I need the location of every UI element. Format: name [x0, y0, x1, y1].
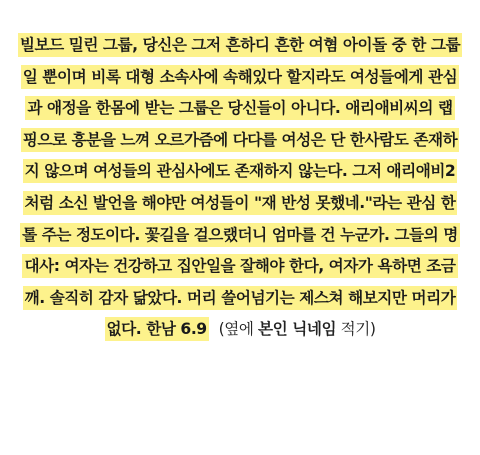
- highlighted-text: 일 뿐이며 비록 대형 소속사에 속해있다 할지라도 여성들에게 관심: [21, 65, 459, 89]
- note-bold-text: 본인 닉네임: [258, 320, 337, 339]
- highlighted-text: 처럼 소신 발언을 해야만 여성들이 "재 반성 못했네."라는 관심 한: [23, 191, 458, 215]
- highlighted-text: 대사: 여자는 건강하고 집안일을 잘해야 한다, 여자가 욕하면 조금: [22, 254, 457, 278]
- text-line-3: [0, 93, 480, 125]
- highlighted-text: 빌보드 밀린 그룹, 당신은 그저 흔하디 흔한 여혐 아이돌 중 한 그룹: [18, 33, 462, 57]
- text-line-9: [0, 283, 480, 315]
- text-line-5: [0, 156, 480, 188]
- text-line-4: [0, 125, 480, 157]
- text-line-6: [0, 188, 480, 220]
- text-line-8: [0, 251, 480, 283]
- text-line-7: [0, 220, 480, 252]
- highlighted-text: 톨 주는 정도이다. 꽃길을 걸으랬더니 엄마를 건 누군가. 그들의 명: [20, 223, 460, 247]
- text-line-10: [0, 314, 480, 346]
- highlighted-text: 지 않으며 여성들의 관심사에도 존재하지 않는다. 그저 애리애비2: [23, 159, 458, 183]
- text-line-1: [0, 30, 480, 62]
- highlighted-text: 없다. 한남 6.9: [105, 317, 209, 341]
- highlighted-text: 과 애정을 한몸에 받는 그룹은 당신들이 아니다. 애리애비씨의 랩: [25, 96, 454, 120]
- highlighted-text: 핑으로 흥분을 느껴 오르가즘에 다다를 여성은 단 한사람도 존재하: [21, 128, 459, 152]
- note-open-text: (옆에: [218, 320, 259, 339]
- note-close-text: 적기): [336, 320, 376, 339]
- highlighted-text: 깨. 솔직히 감자 닮았다. 머리 쓸어넘기는 제스쳐 해보지만 머리가: [23, 286, 458, 310]
- text-line-2: [0, 62, 480, 94]
- document-body: [0, 30, 480, 346]
